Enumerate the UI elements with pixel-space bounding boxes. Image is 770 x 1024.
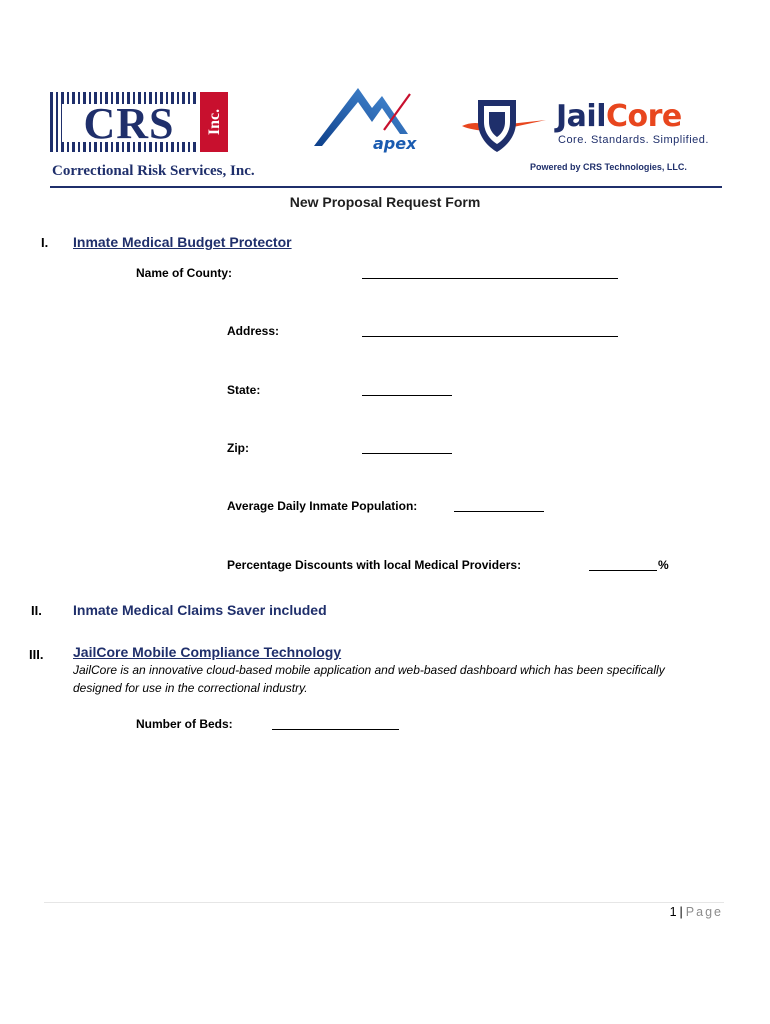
address-field[interactable] [362, 336, 618, 337]
crs-logo [50, 90, 230, 154]
state-label: State: [227, 383, 261, 397]
page-word: Page [685, 905, 723, 919]
jailcore-logo [460, 96, 550, 154]
section-2-title: Inmate Medical Claims Saver included [73, 602, 327, 618]
header-divider [50, 186, 722, 188]
jailcore-tagline: Core. Standards. Simplified. [558, 134, 709, 146]
beds-label: Number of Beds: [136, 717, 233, 731]
crs-company-name: Correctional Risk Services, Inc. [52, 163, 255, 179]
footer-divider [44, 902, 724, 903]
section-1-number: I. [41, 235, 49, 250]
powered-by-text: Powered by CRS Technologies, LLC. [530, 162, 687, 172]
county-name-label: Name of County: [136, 266, 232, 280]
section-2-number: II. [31, 603, 42, 618]
state-field[interactable] [362, 395, 452, 396]
zip-field[interactable] [362, 453, 452, 454]
section-1-title: Inmate Medical Budget Protector [73, 234, 292, 250]
population-field[interactable] [454, 511, 544, 512]
discount-field[interactable] [589, 570, 657, 571]
percent-sign: % [658, 558, 669, 572]
jailcore-wordmark [556, 100, 682, 134]
jailcore-wordmark-part1: Jail [556, 99, 606, 134]
svg-text:Inc.: Inc. [206, 108, 223, 136]
address-label: Address: [227, 324, 280, 338]
form-title: New Proposal Request Form [289, 194, 481, 210]
section-3-description: JailCore is an innovative cloud-based mobile application and web-based dashboard which has been specifically designed for use in the correctional industry. [73, 663, 665, 695]
svg-text:CRS: CRS [83, 99, 175, 148]
zip-label: Zip: [227, 441, 249, 455]
section-3-title: JailCore Mobile Compliance Technology [73, 644, 342, 660]
page-number: 1 [669, 905, 677, 919]
jailcore-wordmark-part2: Core [605, 99, 682, 134]
beds-field[interactable] [272, 729, 399, 730]
population-label: Average Daily Inmate Population: [227, 499, 418, 513]
page-footer [670, 905, 723, 919]
county-name-field[interactable] [362, 278, 618, 279]
footer-separator: | [679, 905, 683, 919]
section-3-number: III. [29, 647, 44, 662]
discount-label: Percentage Discounts with local Medical Providers: [227, 558, 522, 572]
apex-logo-text: apex [373, 134, 417, 153]
